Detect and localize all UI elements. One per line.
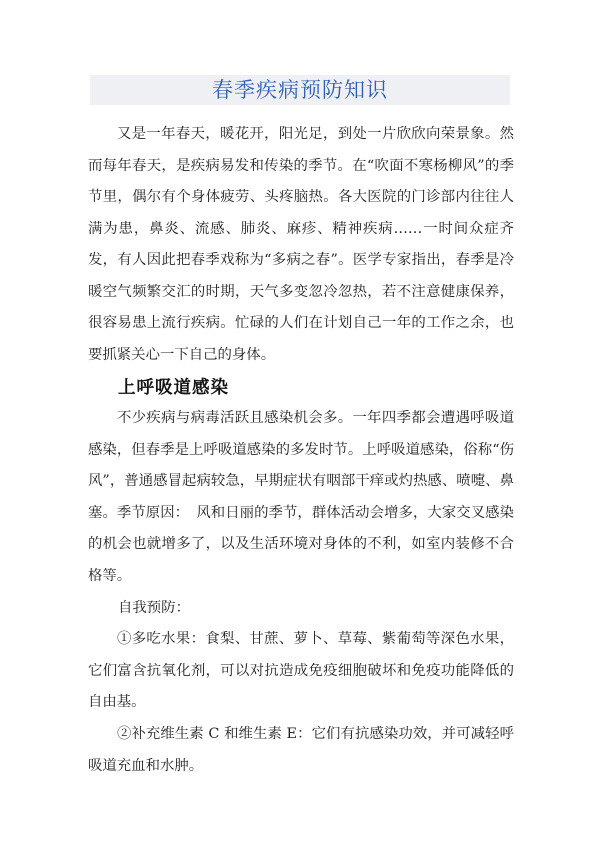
prevention-item-1: ①多吃水果：食梨、甘蔗、萝卜、草莓、紫葡萄等深色水果，它们富含抗氧化剂，可以对抗造成免疫细胞破坏和免疫功能降低的自由基。 bbox=[88, 631, 514, 710]
self-prevention-label: 自我预防： bbox=[118, 600, 190, 616]
prevention-item-2: ②补充维生素 C 和维生素 E：它们有抗感染功效，并可减轻呼吸道充血和水肿。 bbox=[88, 726, 514, 774]
intro-paragraph: 又是一年春天，暖花开，阳光足，到处一片欣欣向荣景象。然而每年春天，是疾病易发和传染的季节。在“吹面不寒杨柳风”的季节里，偶尔有个身体疲劳、头疼脑热。各大医院的门诊部内往往人满为患，鼻炎、流感、肺炎、麻疹、精神疾病……一时间众症齐发，有人因此把春季戏称为“多病之春”。医学专家指出，春季是冷暖空气频繁交汇的时期，天气多变忽冷忽热，若不注意健康保养，很容易患上流行疾病。忙碌的人们在计划自己一年的工作之余，也要抓紧关心一下自己的身体。 bbox=[88, 126, 514, 363]
section-body-paragraph: 不少疾病与病毒活跃且感染机会多。一年四季都会遭遇呼吸道感染，但春季是上呼吸道感染的多发时节。上呼吸道感染，俗称“伤风”，普通感冒起病较急，早期症状有咽部干痒或灼热感、喷嚏、鼻塞。季节原因： 风和日丽的季节，群体活动会增多，大家交叉感染的机会也就增多了，以及生活环境对身体的不利，如室内装修不合格等。 bbox=[88, 410, 514, 584]
document-title: 春季疾病预防知识 bbox=[90, 75, 510, 105]
section-heading: 上呼吸道感染 bbox=[118, 378, 229, 398]
